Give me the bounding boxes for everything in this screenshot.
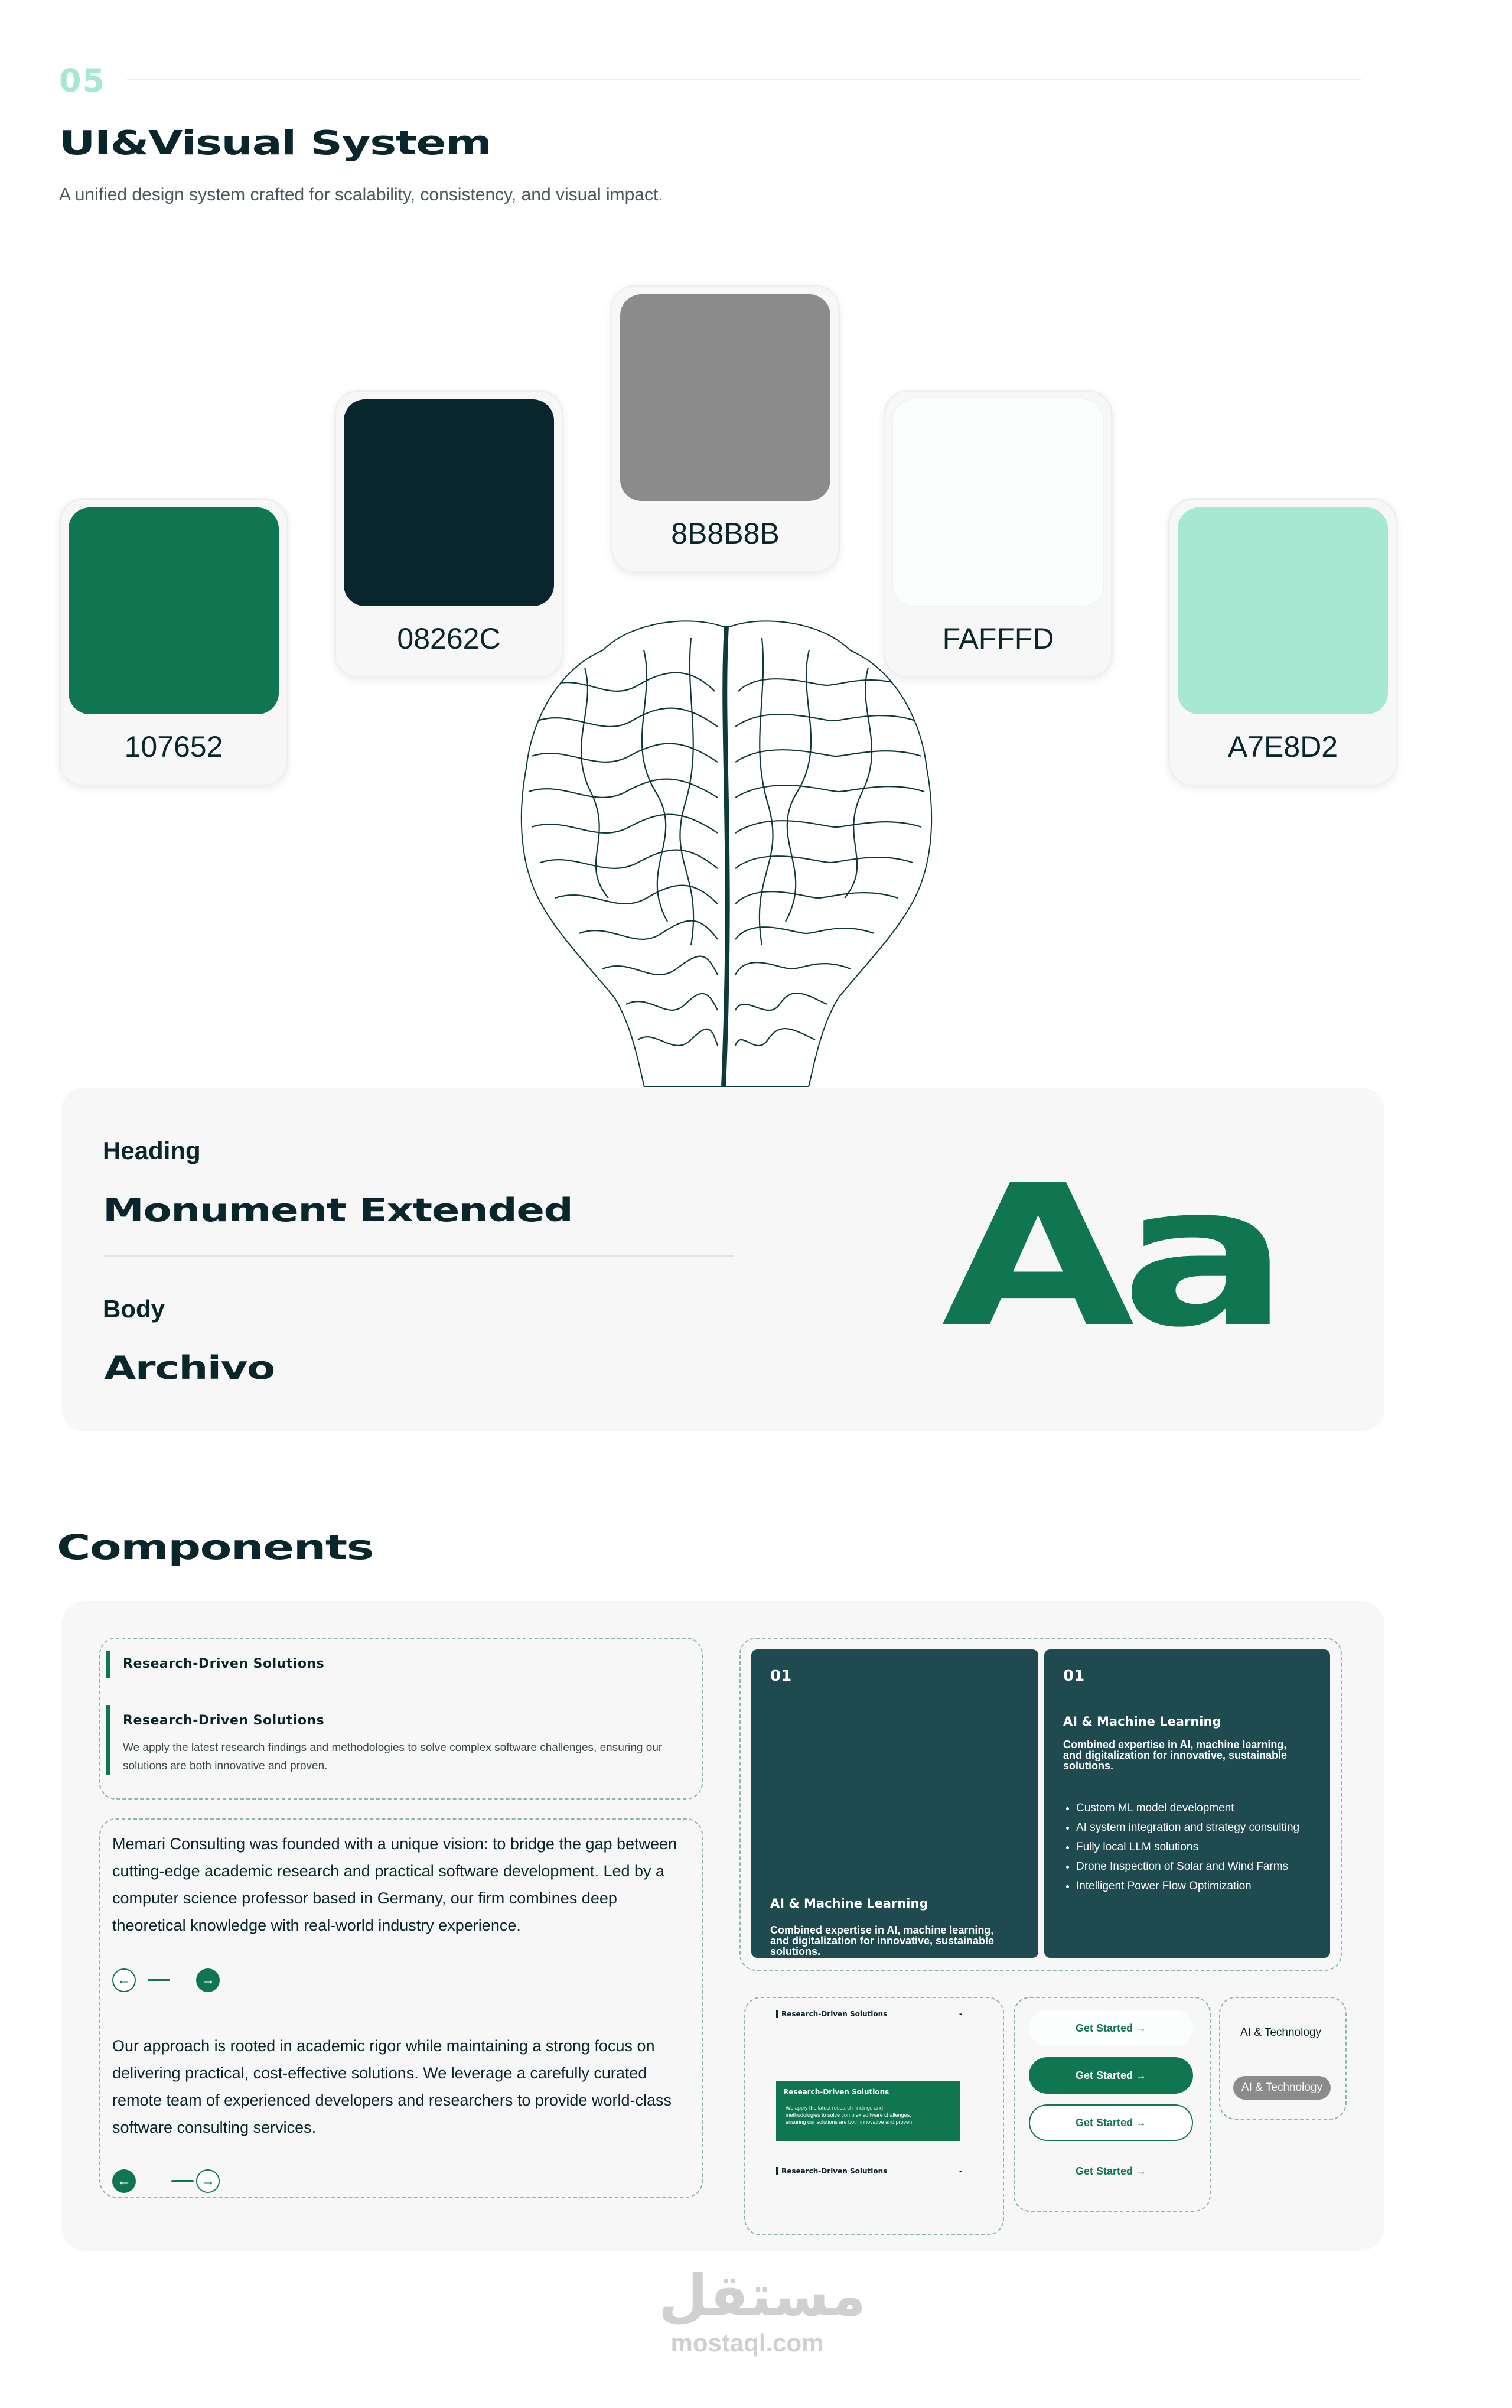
- watermark-url: mostaql.com: [670, 2329, 824, 2357]
- next-arrow-icon[interactable]: →: [196, 2169, 220, 2193]
- service-number: 01: [770, 1667, 792, 1685]
- typography-divider: [103, 1255, 734, 1257]
- tags-frame: [1219, 1997, 1347, 2120]
- body-font-name: Archivo: [104, 1349, 275, 1387]
- minus-icon[interactable]: -: [959, 2166, 962, 2175]
- service-desc: Combined expertise in AI, machine learning, and digitalization for innovative, sustainable solutions.: [770, 1924, 995, 1957]
- accent-block-frame: [99, 1638, 703, 1800]
- tag-text[interactable]: AI & Technology: [1240, 2026, 1321, 2039]
- service-card-expanded[interactable]: [1044, 1649, 1330, 1958]
- service-desc: Combined expertise in AI, machine learning, and digitalization for innovative, sustainable solutions.: [1063, 1739, 1288, 1772]
- service-card-collapsed[interactable]: [751, 1649, 1038, 1958]
- accent-row-desc: We apply the latest research findings and methodologies to solve complex software challenges, ensuring our solutions are both innovative and proven.: [123, 1742, 663, 1772]
- slider-indicator: [171, 2180, 194, 2182]
- swatch-chip: [69, 507, 279, 714]
- get-started-button-outline[interactable]: Get Started →: [1029, 2104, 1193, 2141]
- type-sample: Aa: [941, 1143, 1276, 1370]
- service-bullets: [1063, 1798, 1312, 1896]
- get-started-button-ghost[interactable]: Get Started →: [1029, 2010, 1193, 2046]
- heading-label: Heading: [103, 1137, 201, 1164]
- slider-paragraph: Our approach is rooted in academic rigor while maintaining a strong focus on delivering practical, cost-effective solutions. We leverage a carefully curated remote team of experienced developers and researchers to provide world-class software consulting services.: [112, 2037, 672, 2136]
- section-number: 05: [59, 62, 106, 99]
- swatch-8b8b8b: [611, 285, 840, 573]
- swatch-code: FAFFFD: [942, 622, 1054, 655]
- accent-row[interactable]: [106, 1651, 324, 1678]
- accordion-open-desc: We apply the latest research findings and methodologies to solve complex software challenges, ensuring our solutions are both innovative and proven.: [786, 2105, 914, 2125]
- service-title: AI & Machine Learning: [1063, 1714, 1221, 1729]
- body-label: Body: [103, 1295, 165, 1323]
- prev-arrow-icon[interactable]: ←: [112, 1968, 136, 1992]
- swatch-chip: [893, 399, 1103, 606]
- service-bullet: • Drone Inspection of Solar and Wind Farms: [1076, 1857, 1312, 1876]
- swatch-code: 08262C: [397, 622, 501, 655]
- swatch-chip: [1178, 507, 1388, 714]
- service-title: AI & Machine Learning: [770, 1896, 928, 1911]
- next-arrow-icon[interactable]: →: [196, 1968, 220, 1992]
- accent-row-expanded[interactable]: [106, 1705, 678, 1775]
- service-bullet: • Custom ML model development: [1076, 1798, 1312, 1818]
- slider-indicator: [148, 1979, 170, 1981]
- accordion-row[interactable]: Research-Driven Solutions: [776, 2010, 887, 2018]
- accent-row-title: Research-Driven Solutions: [123, 1713, 325, 1728]
- brain-illustration: [514, 614, 939, 1087]
- typography-card: [61, 1088, 1384, 1431]
- components-card: [61, 1601, 1384, 2251]
- swatch-chip: [344, 399, 554, 606]
- get-started-button-solid[interactable]: Get Started →: [1029, 2057, 1193, 2094]
- get-started-button-text[interactable]: Get Started →: [1075, 2165, 1147, 2177]
- prev-arrow-icon[interactable]: ←: [112, 2169, 136, 2193]
- minus-icon[interactable]: -: [959, 2009, 962, 2018]
- text-slider-frame: [99, 1818, 703, 2198]
- swatch-chip: [620, 294, 830, 501]
- watermark-arabic: مستقل: [659, 2263, 866, 2329]
- service-cards-frame: [739, 1638, 1342, 1971]
- section-divider: [127, 79, 1361, 80]
- service-bullet: • AI system integration and strategy consulting: [1076, 1818, 1312, 1837]
- service-bullet: • Fully local LLM solutions: [1076, 1837, 1312, 1857]
- service-bullet: • Intelligent Power Flow Optimization: [1076, 1876, 1312, 1896]
- service-number: 01: [1063, 1667, 1085, 1685]
- section-title: UI&Visual System: [59, 124, 491, 162]
- heading-font-name: Monument Extended: [103, 1192, 573, 1229]
- accent-row-title: Research-Driven Solutions: [123, 1657, 325, 1671]
- swatch-code: A7E8D2: [1227, 730, 1338, 763]
- accordion-open-title: Research-Driven Solutions: [783, 2088, 889, 2096]
- accordion-row-open[interactable]: [776, 2081, 960, 2141]
- swatch-a7e8d2: [1168, 498, 1397, 786]
- components-title: Components: [57, 1527, 373, 1567]
- accordion-row[interactable]: Research-Driven Solutions: [776, 2167, 887, 2175]
- buttons-frame: [1014, 1997, 1211, 2212]
- tag-pill[interactable]: AI & Technology: [1233, 2076, 1331, 2100]
- swatch-107652: [59, 498, 288, 786]
- slider-paragraph: Memari Consulting was founded with a unique vision: to bridge the gap between cutting-edge academic research and practical software development. Led by a computer science professor based in Germany, our firm combines deep theoretical knowledge with real-world industry experience.: [112, 1835, 677, 1934]
- swatch-code: 107652: [124, 730, 223, 763]
- swatch-code: 8B8B8B: [671, 517, 780, 550]
- accordion-frame: [744, 1997, 1004, 2235]
- section-subtitle: A unified design system crafted for scalability, consistency, and visual impact.: [59, 185, 663, 204]
